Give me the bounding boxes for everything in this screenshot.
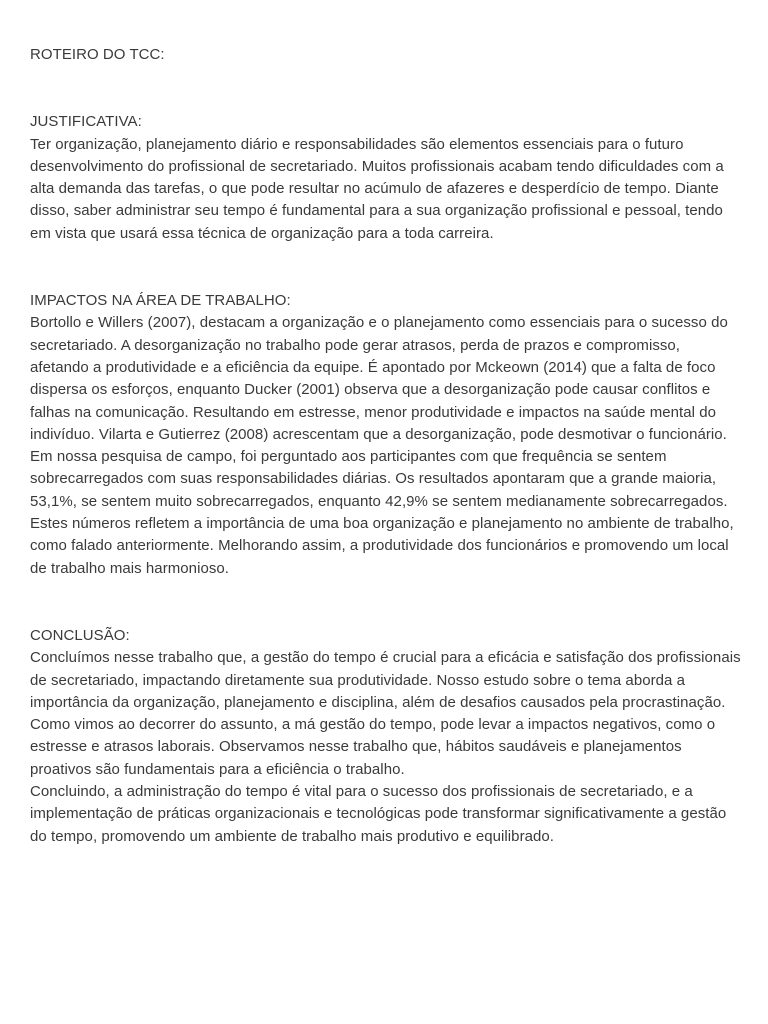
section-paragraph: Ter organização, planejamento diário e responsabilidades são elementos essenciais para o futuro desenvolvimento do profissional de secretariado. Muitos profissionais acabam tendo dificuldades com a alta demanda das tarefas, o que pode resultar no acúmulo de afazeres e desperdício de tempo. Diante disso, saber administrar seu tempo é fundamental para a sua organização profissional e pessoal, tendo em vista que usará essa técnica de organização para a toda carreira.	[30, 135, 724, 242]
section-conclusao	[30, 625, 742, 848]
section-paragraph: Concluindo, a administração do tempo é vital para o sucesso dos profissionais de secretariado, e a implementação de práticas organizacionais e tecnológicas pode transformar significativamente a gestão do tempo, promovendo um ambiente de trabalho mais produtivo e equilibrado.	[30, 783, 727, 845]
section-paragraph: Em nossa pesquisa de campo, foi perguntado aos participantes com que frequência se sentem sobrecarregados com suas responsabilidades diárias. Os resultados apontaram que a grande maioria, 53,1%, se sentem muito sobrecarregados, enquanto 42,9% se sentem medianamente sobrecarregados. Estes números refletem a importância de uma boa organização e planejamento no ambiente de trabalho, como falado anteriormente. Melhorando assim, a produtividade dos funcionários e promovendo um local de trabalho mais harmonioso.	[30, 448, 734, 577]
section-heading: JUSTIFICATIVA:	[30, 113, 142, 131]
note-body[interactable]	[30, 44, 742, 893]
section-justificativa	[30, 111, 742, 245]
note-title: ROTEIRO DO TCC:	[30, 46, 165, 63]
section-heading: CONCLUSÃO:	[30, 626, 130, 644]
section-impactos	[30, 290, 742, 580]
section-heading: IMPACTOS NA ÁREA DE TRABALHO:	[30, 292, 291, 310]
section-paragraph: Bortollo e Willers (2007), destacam a organização e o planejamento como essenciais para o sucesso do secretariado. A desorganização no trabalho pode gerar atrasos, perda de prazos e compromisso, afetando a produtividade e a eficiência da equipe. É apontado por Mckeown (2014) que a falta de foco dispersa os esforços, enquanto Ducker (2001) observa que a desorganização pode causar conflitos e falhas na comunicação. Resultando em estresse, menor produtividade e impactos na saúde mental do indivíduo. Vilarta e Gutierrez (2008) acrescentam que a desorganização, pode desmotivar o funcionário.	[30, 314, 728, 443]
section-paragraph: Concluímos nesse trabalho que, a gestão do tempo é crucial para a eficácia e satisfação dos profissionais de secretariado, impactando diretamente sua produtividade. Nosso estudo sobre o tema aborda a importância da organização, planejamento e disciplina, além de desafios causados pela procrastinação. Como vimos ao decorrer do assunto, a má gestão do tempo, pode levar a impactos negativos, como o estresse e atrasos laborais. Observamos nesse trabalho que, hábitos saudáveis e planejamentos proativos são fundamentais para a eficiência o trabalho.	[30, 649, 741, 778]
